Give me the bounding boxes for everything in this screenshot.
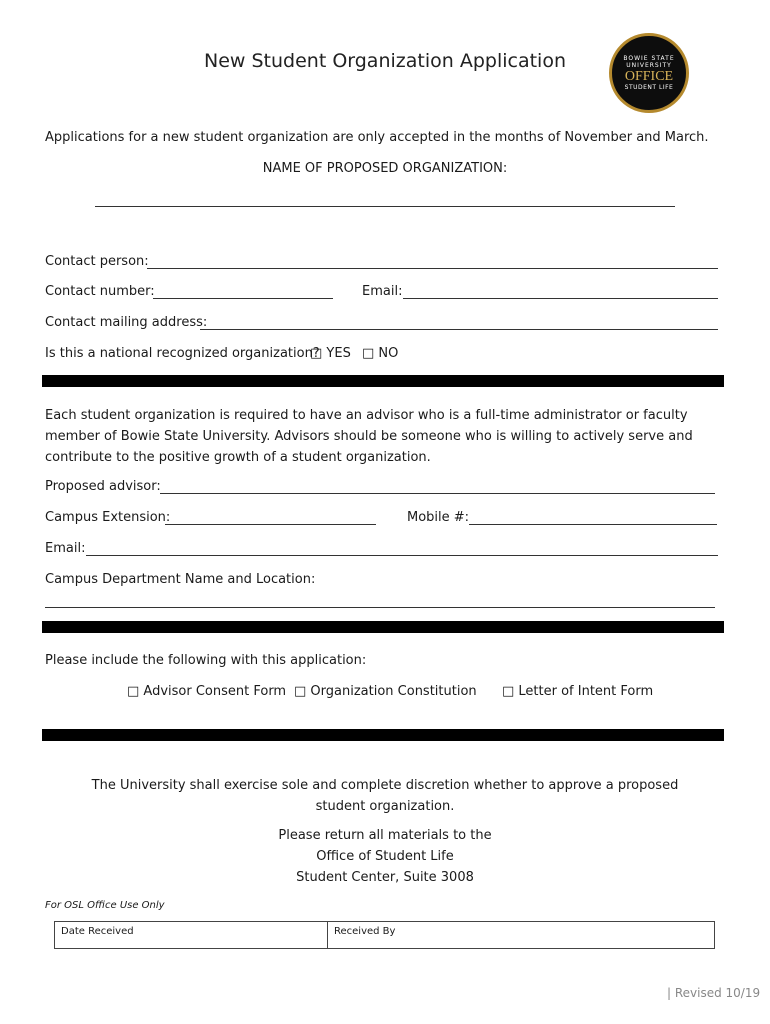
logo-line-3: OFFICE [624, 68, 674, 84]
logo-line-4: STUDENT LIFE [624, 83, 674, 91]
office-use-table [54, 921, 715, 949]
department-field[interactable] [45, 607, 715, 608]
no-checkbox[interactable]: □ NO [362, 346, 399, 361]
return-line-2: Office of Student Life [316, 849, 454, 864]
yes-checkbox[interactable]: □ YES [310, 346, 351, 361]
received-by-label: Received By [334, 926, 396, 937]
logo-line-2: UNIVERSITY [626, 61, 672, 69]
proposed-advisor-field[interactable] [160, 493, 715, 494]
org-name-label: NAME OF PROPOSED ORGANIZATION: [262, 161, 508, 176]
letter-of-intent-checkbox[interactable]: □ Letter of Intent Form [502, 684, 654, 699]
national-question: Is this a national recognized organization? [45, 346, 320, 361]
revision-note: | Revised 10/19 [667, 986, 761, 1000]
date-received-label: Date Received [61, 926, 134, 937]
mobile-field[interactable] [469, 524, 717, 525]
office-use-label: For OSL Office Use Only [45, 900, 165, 911]
received-by-cell[interactable] [328, 922, 714, 948]
org-name-field[interactable] [95, 206, 675, 207]
contact-person-field[interactable] [147, 268, 718, 269]
mobile-label: Mobile #: [407, 510, 470, 525]
return-line-1: Please return all materials to the [278, 828, 492, 843]
mailing-address-label: Contact mailing address: [45, 315, 208, 330]
intro-text: Applications for a new student organization are only accepted in the months of November and March. [45, 130, 709, 145]
proposed-advisor-label: Proposed advisor: [45, 479, 161, 494]
page-title: New Student Organization Application [204, 50, 566, 72]
contact-person-label: Contact person: [45, 254, 149, 269]
section-divider-3 [42, 729, 724, 741]
date-received-cell[interactable] [55, 922, 327, 948]
return-line-3: Student Center, Suite 3008 [296, 870, 474, 885]
advisor-description: Each student organization is required to have an advisor who is a full-time administrator or faculty member of Bowie State University. Advisors should be someone who is willing to actively serve and contribute to the positive growth of a student organization. [45, 408, 693, 465]
advisor-email-label: Email: [45, 541, 86, 556]
section-divider-1 [42, 375, 724, 387]
attachments-instruction: Please include the following with this application: [45, 653, 367, 668]
contact-number-label: Contact number: [45, 284, 155, 299]
section-divider-2 [42, 621, 724, 633]
campus-extension-field[interactable] [165, 524, 376, 525]
office-of-student-life-logo [609, 33, 689, 113]
contact-email-label: Email: [362, 284, 403, 299]
contact-number-field[interactable] [153, 298, 333, 299]
campus-extension-label: Campus Extension: [45, 510, 171, 525]
constitution-checkbox[interactable]: □ Organization Constitution [294, 684, 477, 699]
advisor-consent-checkbox[interactable]: □ Advisor Consent Form [127, 684, 287, 699]
department-label: Campus Department Name and Location: [45, 572, 316, 587]
contact-email-field[interactable] [403, 298, 718, 299]
advisor-email-field[interactable] [86, 555, 718, 556]
logo-line-1: BOWIE STATE [623, 54, 675, 62]
discretion-note: The University shall exercise sole and complete discretion whether to approve a proposed student organization. [91, 778, 679, 814]
mailing-address-field[interactable] [200, 329, 718, 330]
